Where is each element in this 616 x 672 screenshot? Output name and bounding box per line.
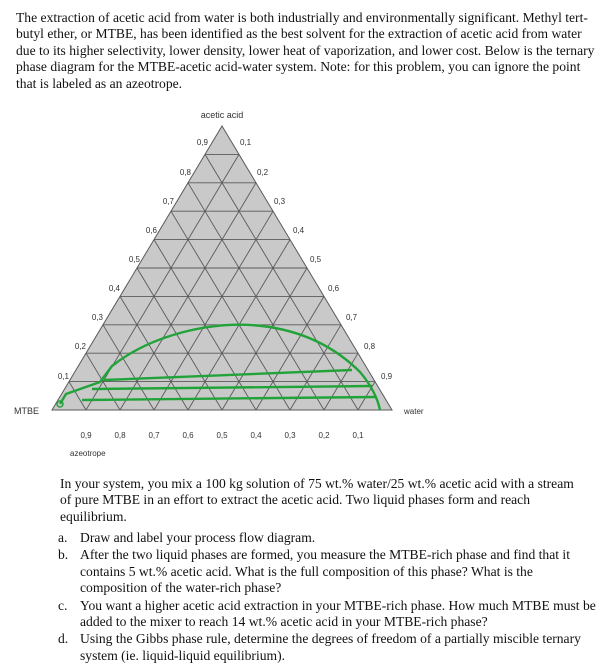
question-item (58, 547, 598, 596)
left-tick-label: 0,9 (196, 138, 208, 147)
question-list (58, 530, 598, 665)
question-item (58, 631, 598, 664)
left-tick-label: 0,2 (74, 342, 86, 351)
right-tick-label: 0,8 (364, 342, 376, 351)
corner-label-water: water (404, 407, 424, 416)
left-tick-label: 0,7 (162, 197, 174, 206)
question-text: Using the Gibbs phase rule, determine the degrees of freedom of a partially miscible ternary system (ie. liquid-liquid equilibrium). (80, 631, 581, 663)
bottom-tick-label: 0,2 (318, 431, 330, 440)
left-tick-label: 0,6 (145, 226, 157, 235)
right-tick-label: 0,4 (293, 226, 305, 235)
bottom-tick-label: 0,1 (352, 431, 364, 440)
intro-paragraph: The extraction of acetic acid from water is both industrially and environmentally significant. Methyl tert-butyl ether, or MTBE, has been identified as the best solvent for the extraction of acetic acid from water due to its higher selectivity, lower density, lower heat of vaporization, and lower cost. Below is the ternary phase diagram for the MTBE-acetic acid-water system. Note: for this problem, you can ignore the point that is labeled as an azeotrope. (16, 10, 595, 91)
question-item (58, 598, 598, 631)
corner-label-mtbe: MTBE (14, 406, 40, 416)
right-tick-label: 0,5 (310, 255, 322, 264)
left-tick-label: 0,1 (57, 372, 69, 381)
left-tick-label: 0,5 (128, 255, 140, 264)
bottom-tick-label: 0,3 (284, 431, 296, 440)
bottom-tick-label: 0,5 (216, 431, 228, 440)
right-tick-label: 0,9 (381, 372, 393, 381)
right-tick-label: 0,2 (257, 168, 269, 177)
left-tick-label: 0,3 (91, 313, 103, 322)
right-tick-label: 0,6 (328, 284, 340, 293)
left-tick-label: 0,8 (179, 168, 191, 177)
azeotrope-label: azeotrope (70, 449, 106, 458)
question-text: You want a higher acetic acid extraction in your MTBE-rich phase. How much MTBE must be added to the mixer to reach 14 wt.% acetic acid in your MTBE-rich phase? (80, 597, 596, 630)
right-tick-label: 0,3 (274, 197, 286, 206)
question-text: Draw and label your process flow diagram. (80, 530, 316, 545)
question-item (58, 530, 598, 546)
question-letter: b. (58, 547, 69, 563)
apex-label-acetic-acid: acetic acid (200, 110, 244, 120)
bottom-tick-label: 0,6 (182, 431, 194, 440)
ternary-phase-diagram (0, 104, 616, 474)
right-tick-label: 0,1 (240, 138, 252, 147)
bottom-tick-label: 0,4 (250, 431, 262, 440)
left-tick-label: 0,4 (108, 284, 120, 293)
question-letter: d. (58, 631, 69, 647)
bottom-tick-label: 0,8 (114, 431, 126, 440)
question-text: After the two liquid phases are formed, you measure the MTBE-rich phase and find that it contains 5 wt.% acetic acid. What is the full composition of this phase? What is the composition of the water-rich phase? (80, 547, 570, 596)
bottom-tick-label: 0,9 (80, 431, 92, 440)
question-letter: a. (58, 530, 68, 545)
right-tick-label: 0,7 (346, 313, 358, 322)
question-letter: c. (58, 597, 68, 613)
system-description: In your system, you mix a 100 kg solution of 75 wt.% water/25 wt.% acetic acid with a stream of pure MTBE in an effort to extract the acetic acid. Two liquid phases form and reach equilibrium. (60, 476, 574, 524)
bottom-tick-label: 0,7 (148, 431, 160, 440)
